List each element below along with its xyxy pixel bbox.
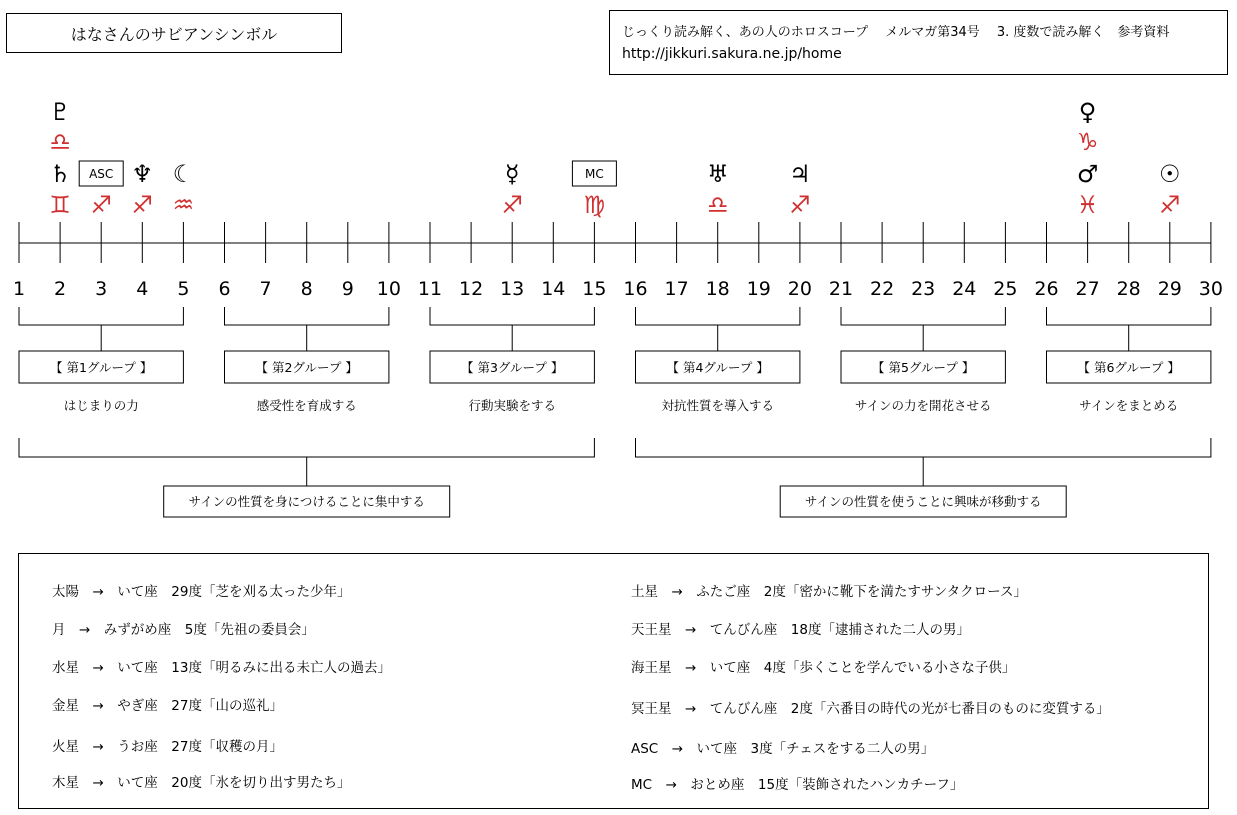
degree-label: 4 (136, 278, 149, 300)
group-label: 【 第3グループ 】 (460, 360, 564, 375)
mc-label: MC (585, 167, 604, 181)
degree-label: 22 (870, 278, 895, 300)
degree-label: 13 (500, 278, 525, 300)
legend-entry: ASC → いて座 3度「チェスをする二人の男」 (631, 741, 935, 757)
group-bracket (430, 307, 594, 325)
gemini-icon: ♊ (49, 191, 71, 219)
degree-label: 11 (417, 278, 443, 300)
legend-entry: 太陽 → いて座 29度「芝を刈る太った少年」 (52, 584, 351, 600)
virgo-icon: ♍ (583, 191, 606, 219)
degree-label: 16 (623, 278, 648, 300)
degree-label: 6 (218, 278, 231, 300)
sagittarius-icon: ♐ (789, 191, 811, 219)
group-description: はじまりの力 (63, 398, 139, 413)
half-bracket (19, 438, 594, 457)
degree-label: 19 (746, 278, 771, 300)
legend-entry: 木星 → いて座 20度「氷を切り出す男たち」 (52, 775, 351, 791)
group-label: 【 第1グループ 】 (49, 360, 153, 375)
group-bracket (1047, 307, 1211, 325)
sagittarius-icon: ♐ (131, 191, 154, 219)
degree-label: 21 (828, 278, 854, 300)
venus-icon: ♀ (1078, 98, 1097, 126)
group-bracket (19, 307, 183, 325)
uranus-icon: ♅ (706, 160, 729, 188)
capricorn-icon: ♑ (1076, 128, 1099, 156)
degree-label: 5 (177, 278, 190, 300)
group-bracket (225, 307, 389, 325)
degree-label: 12 (459, 278, 484, 300)
half-bracket (636, 438, 1211, 457)
legend-entry: 天王星 → てんびん座 18度「逮捕された二人の男」 (631, 622, 970, 638)
degree-label: 25 (993, 278, 1018, 300)
degree-label: 30 (1198, 278, 1223, 300)
sagittarius-icon: ♐ (501, 191, 523, 219)
legend-entry: 冥王星 → てんびん座 2度「六番目の時代の光が七番目のものに変質する」 (631, 701, 1110, 717)
legend-entry: 火星 → うお座 27度「収穫の月」 (52, 739, 283, 755)
legend-entry: MC → おとめ座 15度「装飾されたハンカチーフ」 (631, 777, 964, 793)
group-label: 【 第2グループ 】 (255, 360, 358, 375)
asc-label: ASC (89, 167, 114, 181)
header-url[interactable]: http://jikkuri.sakura.ne.jp/home (622, 46, 842, 62)
degree-label: 10 (376, 278, 401, 300)
legend-entry: 海王星 → いて座 4度「歩くことを学んでいる小さな子供」 (631, 660, 1016, 676)
group-description: サインの力を開花させる (854, 398, 992, 413)
group-label: 【 第6グループ 】 (1077, 360, 1180, 375)
legend-entry: 土星 → ふたご座 2度「密かに靴下を満たすサンタクロース」 (631, 584, 1028, 600)
half-label: サインの性質を身につけることに集中する (188, 494, 425, 509)
legend-entry: 月 → みずがめ座 5度「先祖の委員会」 (52, 622, 315, 638)
degree-label: 9 (341, 278, 354, 300)
legend-entry: 金星 → やぎ座 27度「山の巡礼」 (52, 698, 283, 714)
degree-label: 7 (259, 278, 272, 300)
saturn-icon: ♄ (49, 160, 71, 188)
libra-icon: ♎ (49, 128, 71, 156)
group-bracket (841, 307, 1005, 325)
group-description: 感受性を育成する (256, 398, 357, 413)
degree-label: 2 (54, 278, 67, 300)
neptune-icon: ♆ (131, 160, 154, 188)
group-description: サインをまとめる (1079, 398, 1179, 413)
page-title: はなさんのサビアンシンボル (6, 13, 342, 53)
legend-entry: 水星 → いて座 13度「明るみに出る未亡人の過去」 (52, 660, 391, 676)
moon-icon: ☾ (172, 160, 195, 188)
group-bracket (636, 307, 800, 325)
legend-box (18, 553, 1209, 809)
sun-icon: ☉ (1159, 160, 1181, 188)
jupiter-icon: ♃ (789, 160, 811, 188)
libra-icon: ♎ (706, 191, 729, 219)
degree-label: 14 (541, 278, 566, 300)
degree-label: 29 (1157, 278, 1182, 300)
degree-label: 3 (95, 278, 108, 300)
mercury-icon: ☿ (504, 160, 520, 188)
header-text: じっくり読み解く、あの人のホロスコープ メルマガ第34号 3. 度数で読み解く 参考資料 (622, 25, 1170, 40)
degree-label: 20 (787, 278, 812, 300)
aquarius-icon: ♒ (172, 191, 195, 219)
mars-icon: ♂ (1076, 160, 1099, 188)
degree-label: 15 (582, 278, 607, 300)
degree-label: 26 (1034, 278, 1059, 300)
group-description: 行動実験をする (468, 398, 556, 413)
degree-label: 28 (1116, 278, 1141, 300)
half-label: サインの性質を使うことに興味が移動する (804, 494, 1042, 509)
degree-label: 24 (952, 278, 977, 300)
degree-label: 27 (1075, 278, 1100, 300)
group-label: 【 第4グループ 】 (666, 360, 769, 375)
degree-label: 17 (664, 278, 689, 300)
degree-label: 23 (911, 278, 936, 300)
sagittarius-icon: ♐ (1159, 191, 1181, 219)
group-label: 【 第5グループ 】 (871, 360, 975, 375)
degree-label: 8 (300, 278, 313, 300)
group-description: 対抗性質を導入する (661, 398, 774, 413)
pluto-icon: ♇ (49, 98, 71, 126)
sagittarius-icon: ♐ (90, 191, 112, 219)
pisces-icon: ♓ (1076, 191, 1099, 219)
degree-label: 18 (705, 278, 730, 300)
degree-label: 1 (12, 278, 26, 300)
